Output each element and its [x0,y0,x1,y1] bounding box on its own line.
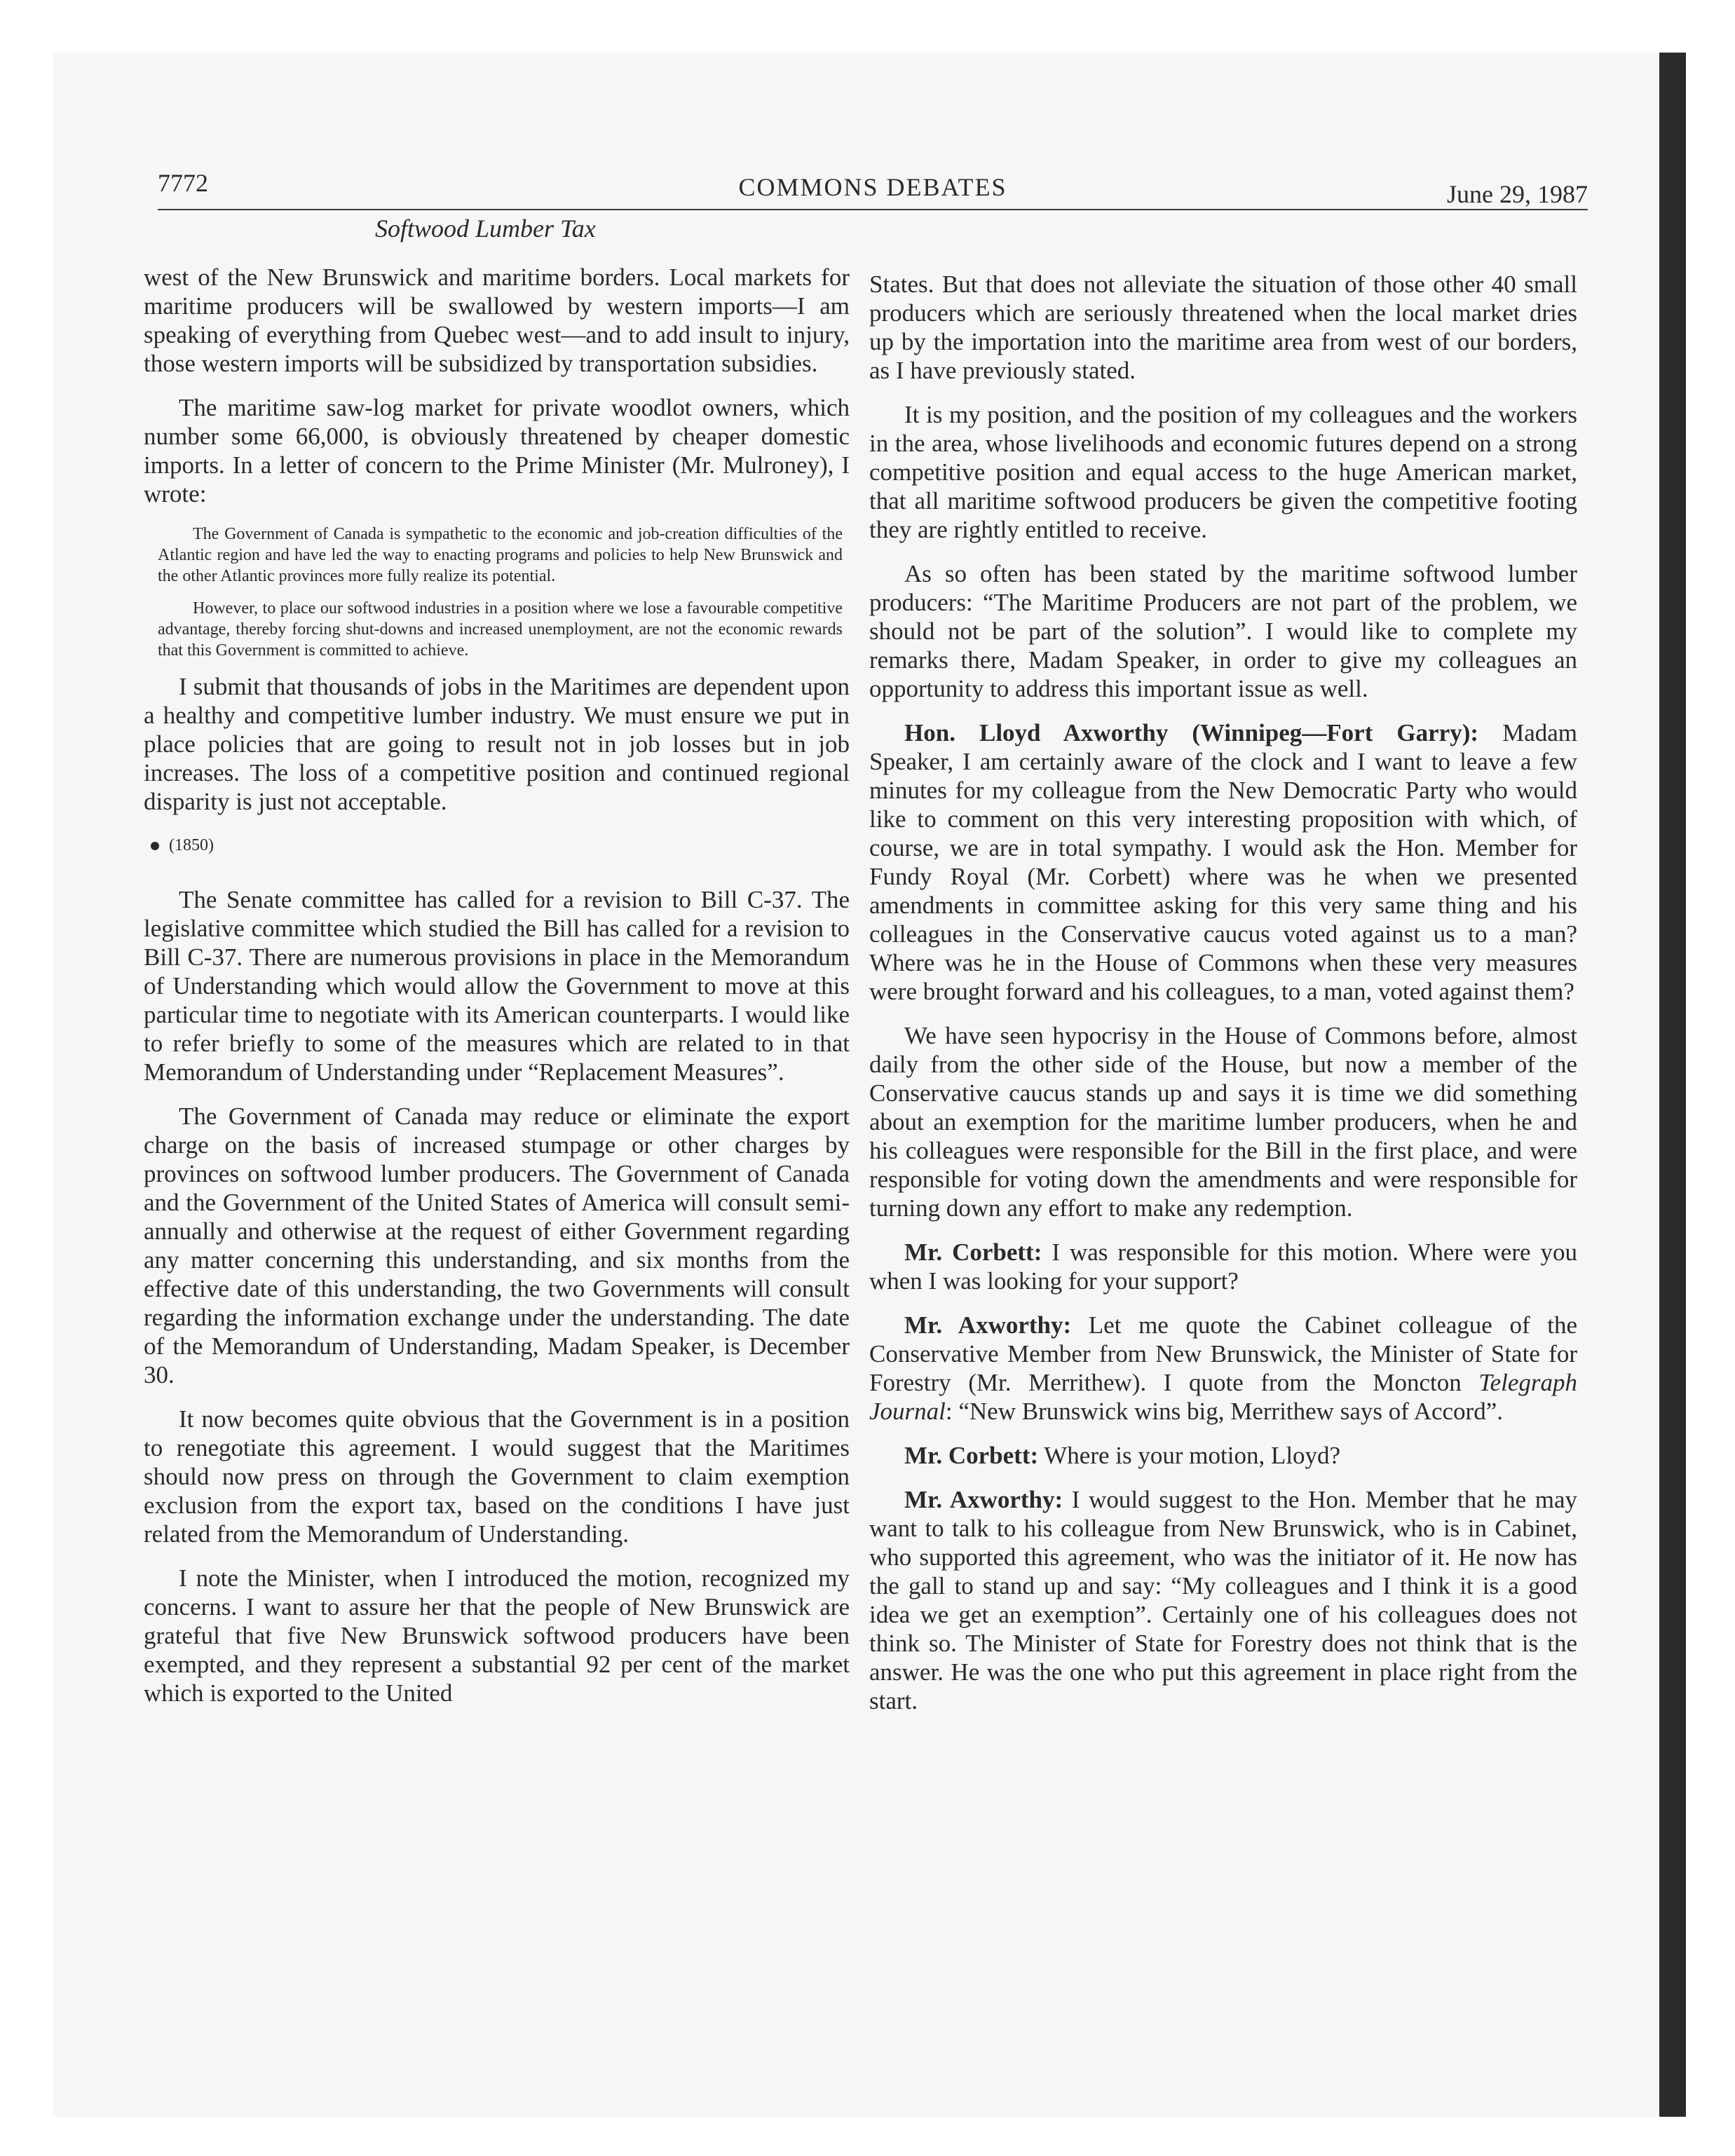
speech-text: Where is your motion, Lloyd? [1038,1442,1341,1469]
publication-date: June 29, 1987 [1447,180,1588,208]
publication-title: COMMONS DEBATES [738,173,1007,201]
paragraph: It now becomes quite obvious that the Government is in a position to renegotiate this agreement. I would suggest that the Maritimes should now press on through the Government to claim exemption exclusion from the export tax, based on the conditions I have just related from the Memorandum of Understanding. [144,1405,850,1548]
paragraph: The maritime saw-log market for private woodlot owners, which number some 66,000, is obviously threatened by cheaper domestic imports. In a letter of concern to the Prime Minister (Mr. Mulroney), I wrote: [144,394,850,507]
speaker-name: Mr. Corbett: [904,1442,1039,1469]
speech-text: I would suggest to the Hon. Member that he may want to talk to his colleague from New Brunswick, who is in Cabinet, who supported this agreement, who was the initiator of it. He now has the gall to stand up and say: “My colleagues and I think it is a good idea we get an exemption”. Certainly one of his colleagues does not think so. The Minister of State for Forestry does not think that is the answer. He was the one who put this agreement in place right from the start. [869,1486,1577,1714]
paragraph: I submit that thousands of jobs in the Maritimes are dependent upon a healthy and competitive lumber industry. We must ensure we put in place policies that are going to result not in job losses but in job increases. The loss of a competitive position and continued regional disparity is just not acceptable. [144,673,850,815]
page-header [158,167,1588,210]
block-quote: However, to place our softwood industries in a position where we lose a favourable competitive advantage, thereby forcing shut-downs and increased unemployment, are not the economic rewards that this Government is committed to achieve. [158,599,843,660]
speech [869,718,1577,1006]
speaker-name: Mr. Axworthy: [904,1311,1072,1339]
block-quote: The Government of Canada is sympathetic to the economic and job-creation difficulties of the Atlantic region and have led the way to enacting programs and policies to help New Brunswick and the other Atlantic provinces more fully realize its potential. [158,525,843,585]
running-head: Softwood Lumber Tax [375,214,596,243]
left-column [144,263,850,1723]
bullet-icon [151,842,159,850]
page-number: 7772 [158,169,208,197]
paragraph: west of the New Brunswick and maritime borders. Local markets for maritime producers will be swallowed by western imports—I am speaking of everything from Quebec west—and to add insult to injury, those western imports will be subsidized by transportation subsidies. [144,264,850,377]
speech [869,1441,1577,1470]
scan-edge-bar [1659,53,1686,2117]
paragraph: The Senate committee has called for a revision to Bill C-37. The legislative committee which studied the Bill has called for a revision to Bill C-37. There are numerous provisions in place in the Memorandum of Understanding which would allow the Government to move at this particular time to negotiate with its American counterparts. I would like to refer briefly to some of the measures which are related to in that Memorandum of Understanding under “Replacement Measures”. [144,886,850,1086]
paragraph: States. But that does not alleviate the situation of those other 40 small producers which are seriously threatened when the local market dries up by the importation into the maritime area from west of our borders, as I have previously stated. [869,271,1577,384]
speech [869,1485,1577,1715]
paragraph: As so often has been stated by the maritime softwood lumber producers: “The Maritime Producers are not part of the problem, we should not be part of the solution”. I would like to complete my remarks there, Madam Speaker, in order to give my colleagues an opportunity to address this important issue as well. [869,560,1577,702]
speaker-name: Hon. Lloyd Axworthy (Winnipeg—Fort Garry): [904,719,1479,746]
right-column [869,270,1577,1731]
speech-text: I was responsible for this motion. Where were you when I was looking for your support? [869,1239,1577,1295]
paragraph: The Government of Canada may reduce or eliminate the export charge on the basis of increased stumpage or other charges by provinces on softwood lumber producers. The Government of Canada and the Government of the United States of America will consult semi-annually and otherwise at the request of either Government regarding any matter concerning this understanding, and six months from the effective date of this understanding, the two Governments will consult regarding the information exchange under the understanding. The date of the Memorandum of Understanding, Madam Speaker, is December 30. [144,1103,850,1389]
speech [869,1238,1577,1295]
time-marker [151,831,850,860]
paragraph: We have seen hypocrisy in the House of Commons before, almost daily from the other side of the House, but now a member of the Conservative caucus stands up and says it is time we did something about an exemption for the maritime lumber producers, when he and his colleagues were responsible for the Bill in the first place, and were responsible for voting down the amendments and were responsible for turning down any effort to make any redemption. [869,1022,1577,1222]
speech [869,1311,1577,1426]
speech-text: Madam Speaker, I am certainly aware of the clock and I want to leave a few minutes for my colleague from the New Democratic Party who would like to comment on this very interesting proposition with which, of course, we are in total sympathy. I would ask the Hon. Member for Fundy Royal (Mr. Corbett) where was he when we presented amendments in committee asking for this very same thing and his colleagues in the Conservative caucus voted against us to a man? Where was he in the House of Commons when these very measures were brought forward and his colleagues, to a man, voted against them? [869,719,1577,1005]
speaker-name: Mr. Corbett: [904,1239,1042,1266]
speech-text: : “New Brunswick wins big, Merrithew says of Accord”. [945,1398,1503,1425]
speech-text: Let me quote the Cabinet colleague of the Conservative Member from New Brunswick, the Minister of State for Forestry (Mr. Merrithew). I quote from the Moncton [869,1311,1577,1396]
time-marker-label: (1850) [169,836,214,854]
newspaper-title: Telegraph Journal [869,1369,1577,1425]
speaker-name: Mr. Axworthy: [904,1486,1063,1513]
paragraph: It is my position, and the position of my colleagues and the workers in the area, whose livelihoods and economic futures depend on a strong competitive position and equal access to the huge American market, that all maritime softwood producers be given the competitive footing they are rightly entitled to receive. [869,401,1577,543]
paragraph: I note the Minister, when I introduced the motion, recognized my concerns. I want to assure her that the people of New Brunswick are grateful that five New Brunswick softwood producers have been exempted, and they represent a substantial 92 per cent of the market which is exported to the United [144,1564,850,1707]
